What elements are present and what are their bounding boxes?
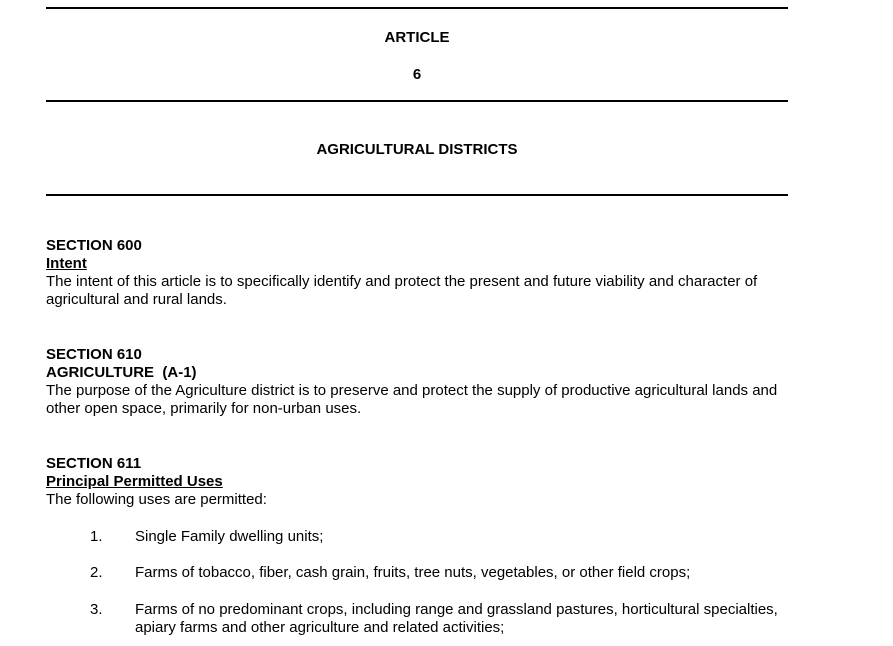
section-heading: SECTION 611 <box>46 455 142 472</box>
bottom-rule <box>46 194 788 196</box>
list-text: Single Family dwelling units; <box>135 528 324 545</box>
list-number: 2. <box>90 564 103 581</box>
list-number: 3. <box>90 601 103 618</box>
article-title: AGRICULTURAL DISTRICTS <box>316 141 518 158</box>
section-heading: SECTION 610 <box>46 346 142 363</box>
section-subheading: Principal Permitted Uses <box>46 473 223 490</box>
article-number: 6 <box>412 66 422 83</box>
section-611 <box>46 455 796 509</box>
section-body: The following uses are permitted: <box>46 491 267 508</box>
section-heading: SECTION 600 <box>46 237 142 254</box>
section-body: The purpose of the Agriculture district is to preserve and protect the supply of productive agricultural lands and other open space, primarily for non-urban uses. <box>46 382 778 417</box>
article-label: ARTICLE <box>384 29 450 46</box>
list-text: Farms of no predominant crops, including range and grassland pastures, horticultural specialties, apiary farms and other agriculture and related activities; <box>135 601 778 636</box>
section-subheading: Intent <box>46 255 87 272</box>
section-610 <box>46 346 796 418</box>
section-600 <box>46 237 796 309</box>
middle-rule <box>46 100 788 102</box>
list-text: Farms of tobacco, fiber, cash grain, fruits, tree nuts, vegetables, or other field crops; <box>135 564 691 581</box>
section-body: The intent of this article is to specifically identify and protect the present and future viability and character of agricultural and rural lands. <box>46 273 758 308</box>
list-number: 1. <box>90 528 103 545</box>
section-subheading: AGRICULTURE (A-1) <box>46 364 197 381</box>
top-rule <box>46 7 788 9</box>
